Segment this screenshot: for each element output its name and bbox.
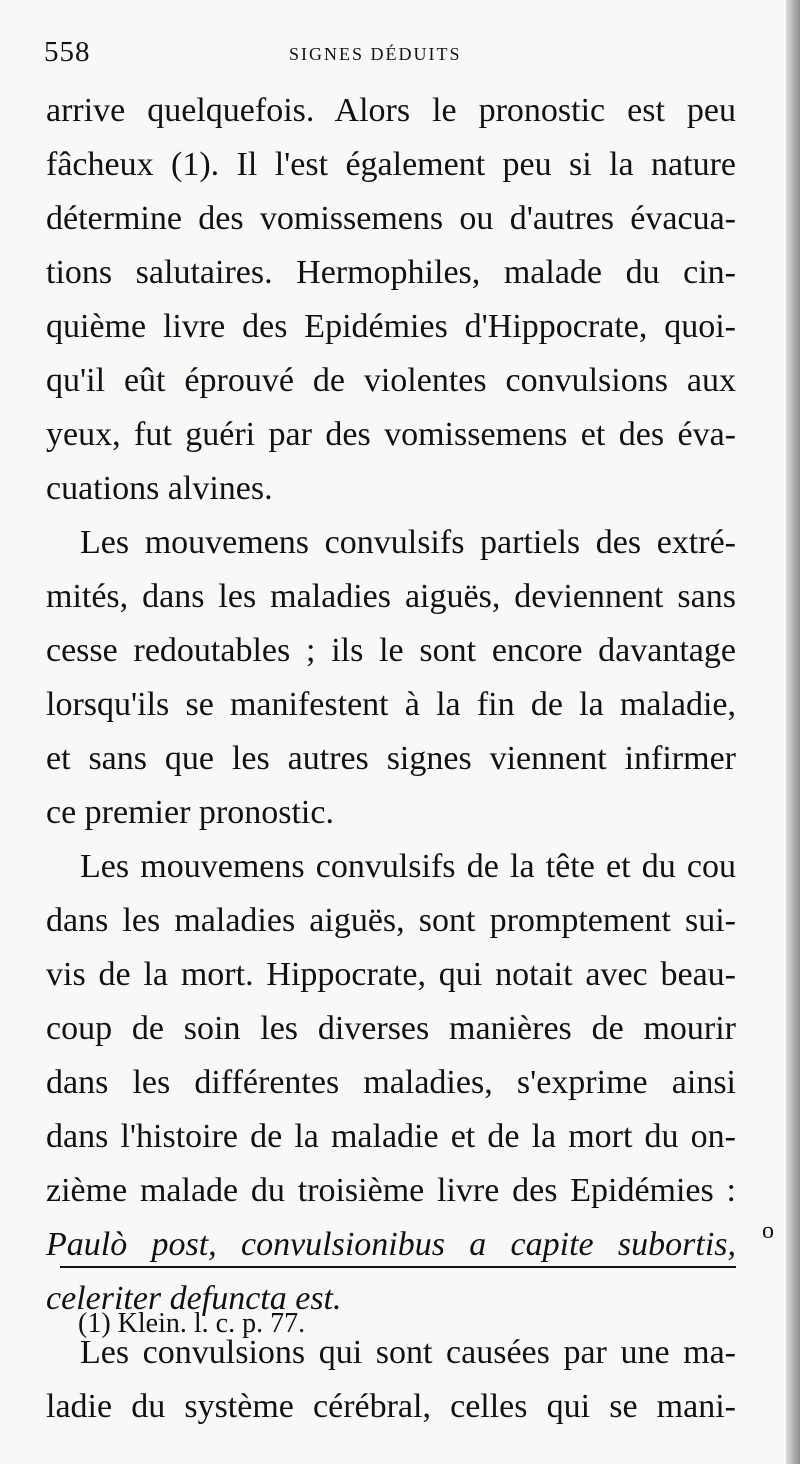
text-line: cesse redoutables ; ils le sont encore davantage [46, 632, 736, 669]
text-line: dans les différentes maladies, s'exprime ainsi [46, 1064, 736, 1101]
text-line: ladie du système cérébral, celles qui se mani- [46, 1388, 736, 1425]
text-line: vis de la mort. Hippocrate, qui notait avec beau- [46, 956, 736, 993]
text-line: cuations alvines. [46, 470, 273, 507]
text-line: dans l'histoire de la maladie et de la mort du on- [46, 1118, 736, 1155]
text-line: zième malade du troisième livre des Epidémies : [46, 1172, 736, 1209]
running-head: SIGNES DÉDUITS [289, 44, 462, 64]
text-line: qu'il eût éprouvé de violentes convulsions aux [46, 362, 736, 399]
text-line: mités, dans les maladies aiguës, deviennent sans [46, 578, 736, 615]
margin-mark: o [762, 1218, 774, 1244]
text-line: ce premier pronostic. [46, 794, 334, 831]
page-edge-shadow [786, 0, 800, 1464]
text-line: yeux, fut guéri par des vomissemens et des éva- [46, 416, 736, 453]
latin-quote-line: celeriter defuncta est. [46, 1280, 342, 1317]
text-line: arrive quelquefois. Alors le pronostic est peu [46, 92, 736, 129]
footnote: (1) Klein. l. c. p. 77. [78, 1308, 306, 1339]
text-line: coup de soin les diverses manières de mourir [46, 1010, 736, 1047]
page-number: 558 [44, 36, 91, 68]
footnote-rule [60, 1266, 736, 1268]
text-line: tions salutaires. Hermophiles, malade du cin- [46, 254, 736, 291]
text-line: quième livre des Epidémies d'Hippocrate, quoi- [46, 308, 736, 345]
text-line: détermine des vomissemens ou d'autres évacua- [46, 200, 736, 237]
text-line: et sans que les autres signes viennent infirmer [46, 740, 736, 777]
latin-quote-line: Paulò post, convulsionibus a capite subortis, [46, 1226, 736, 1263]
paragraph-first-line: Les convulsions qui sont causées par une ma- [80, 1334, 736, 1371]
page-header [44, 36, 734, 76]
paragraph-first-line: Les mouvemens convulsifs partiels des extré- [80, 524, 736, 561]
page-body [46, 84, 736, 1434]
text-line: dans les maladies aiguës, sont promptement sui- [46, 902, 736, 939]
text-line: fâcheux (1). Il l'est également peu si la nature [46, 146, 736, 183]
paragraph-first-line: Les mouvemens convulsifs de la tête et du cou [80, 848, 736, 885]
text-line: lorsqu'ils se manifestent à la fin de la maladie, [46, 686, 736, 723]
